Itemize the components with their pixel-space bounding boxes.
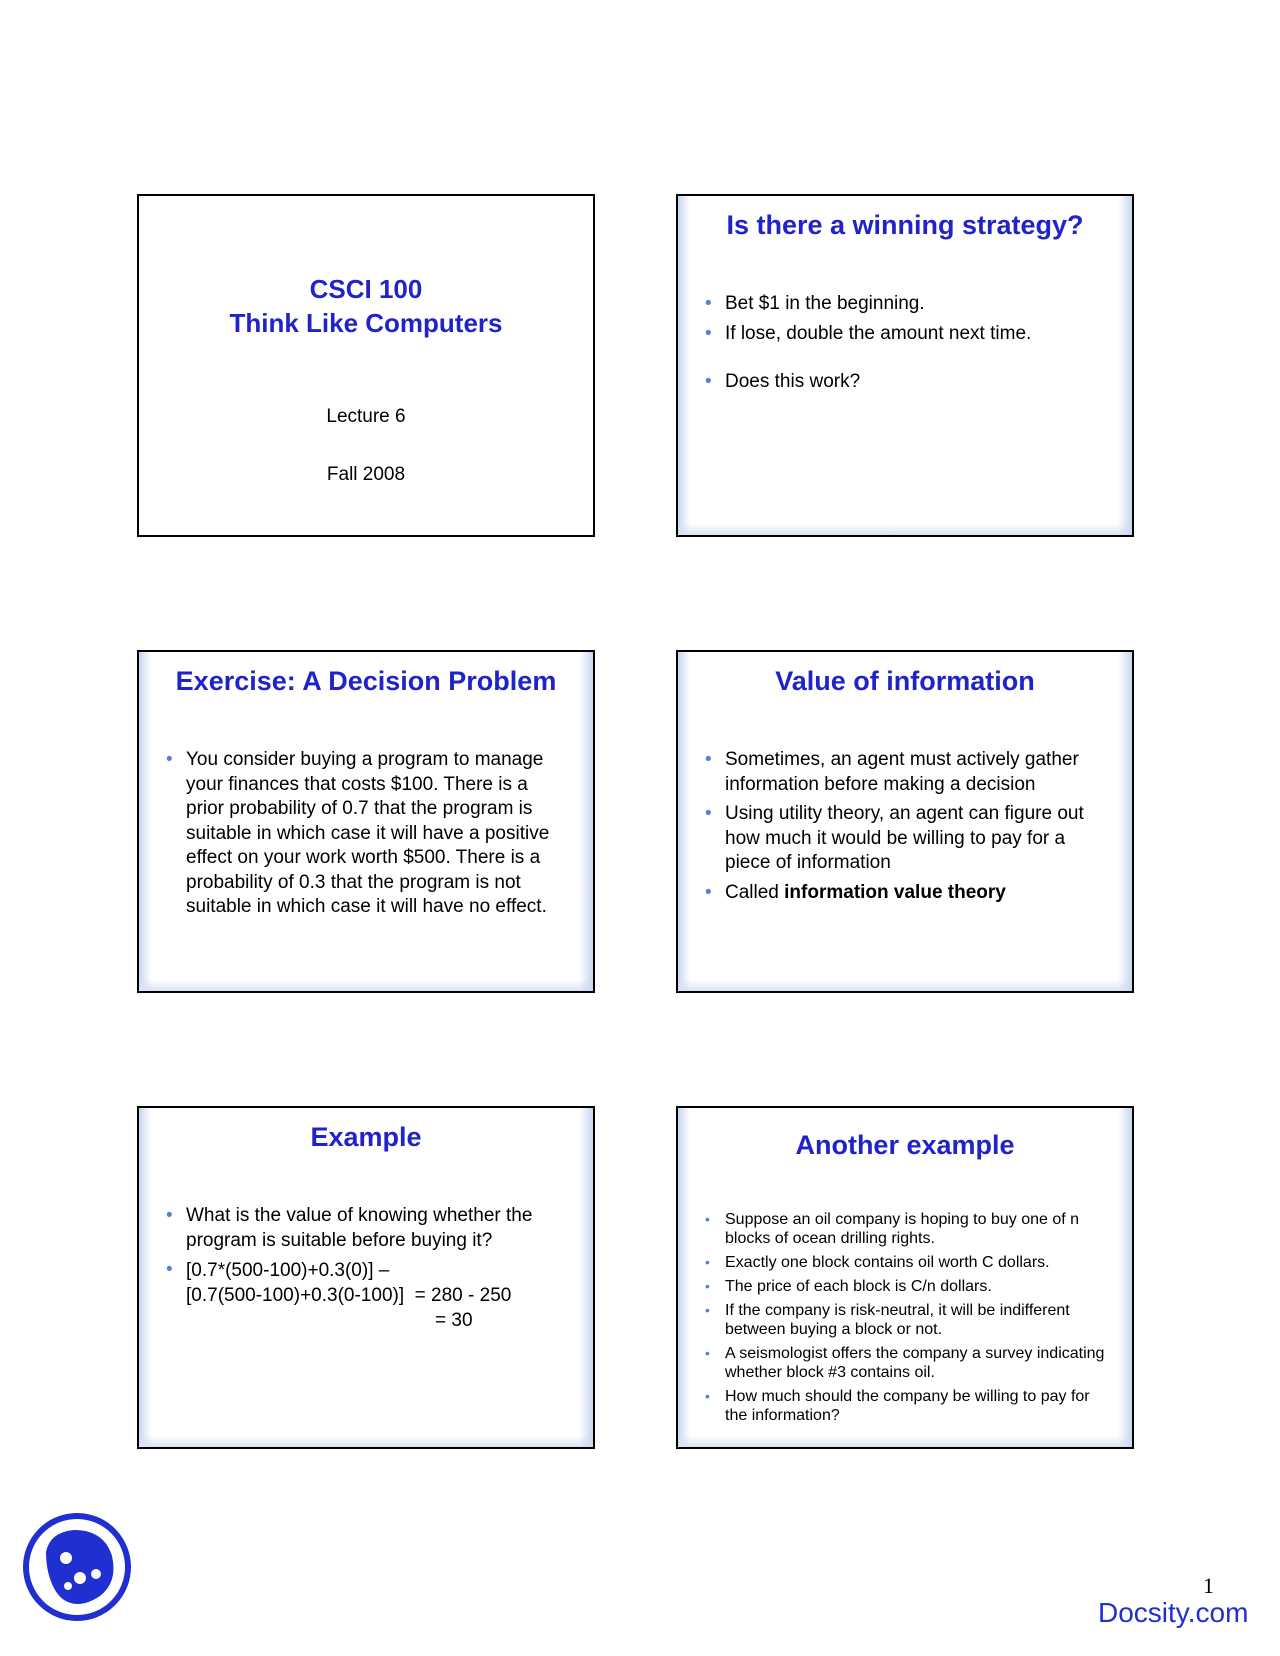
bullet-list (705, 292, 1115, 400)
list-item: • How much should the company be willing to pay for the information? (705, 1387, 1110, 1425)
list-item (166, 1258, 571, 1333)
list-item: • A seismologist offers the company a survey indicating whether block #3 contains oil. (705, 1344, 1110, 1382)
formula-line: • [0.7*(500-100)+0.3(0)] – (186, 1260, 390, 1281)
lecture-label: Lecture 6 (326, 406, 406, 427)
slide-title: Value of information (775, 666, 1035, 696)
bullet-list (166, 748, 571, 925)
slide-title: Another example (795, 1130, 1015, 1160)
slide-another-example (676, 1106, 1134, 1449)
slide-cover (137, 194, 595, 537)
term-label: Fall 2008 (326, 464, 406, 485)
called-prefix: Called (725, 881, 785, 903)
list-item: • Does this work? (705, 370, 1115, 395)
slide-example (137, 1106, 595, 1449)
docsity-watermark[interactable]: Docsity.com (1098, 1597, 1249, 1628)
bullet-list (166, 1204, 571, 1338)
list-item: • If lose, double the amount next time. (705, 322, 1115, 347)
course-name: Think Like Computers (229, 308, 503, 338)
called-term: information value theory (784, 881, 1006, 903)
course-title (139, 272, 593, 340)
list-item: • If the company is risk-neutral, it will be indifferent between buying a block or not. (705, 1301, 1110, 1339)
list-item: • Sometimes, an agent must actively gather information before making a decision (705, 748, 1110, 797)
list-item: • Exactly one block contains oil worth C dollars. (705, 1253, 1110, 1272)
slide-title: Is there a winning strategy? (726, 210, 1084, 240)
list-item: • Using utility theory, an agent can figure out how much it would be willing to pay for a piece of information (705, 802, 1110, 876)
page-number: 1 (1203, 1573, 1214, 1598)
formula-result: = 30 (435, 1310, 473, 1331)
list-item: • What is the value of knowing whether the program is suitable before buying it? (166, 1204, 571, 1253)
list-item: • The price of each block is C/n dollars. (705, 1277, 1110, 1296)
list-item: • Suppose an oil company is hoping to buy one of n blocks of ocean drilling rights. (705, 1210, 1110, 1248)
bullet-list (705, 748, 1110, 910)
list-item (705, 881, 1110, 906)
slide-winning-strategy (676, 194, 1134, 537)
docsity-logo-icon (22, 1512, 132, 1622)
formula-line: [0.7(500-100)+0.3(0-100)] = 280 - 250 (186, 1285, 512, 1306)
course-code: CSCI 100 (309, 274, 423, 304)
slide-title: Example (310, 1122, 422, 1152)
list-item: • Bet $1 in the beginning. (705, 292, 1115, 317)
slide-value-of-information (676, 650, 1134, 993)
formula (186, 1258, 571, 1333)
list-item: • You consider buying a program to manage your finances that costs $100. There is a prior probability of 0.7 that the program is suitable in which case it will have a positive effect on your work worth $500. There is a probability of 0.3 that the program is not suitable in which case it will have no effect. (166, 748, 571, 920)
bullet-list (705, 1210, 1110, 1430)
slide-decision-problem (137, 650, 595, 993)
slide-title: Exercise: A Decision Problem (175, 666, 557, 696)
